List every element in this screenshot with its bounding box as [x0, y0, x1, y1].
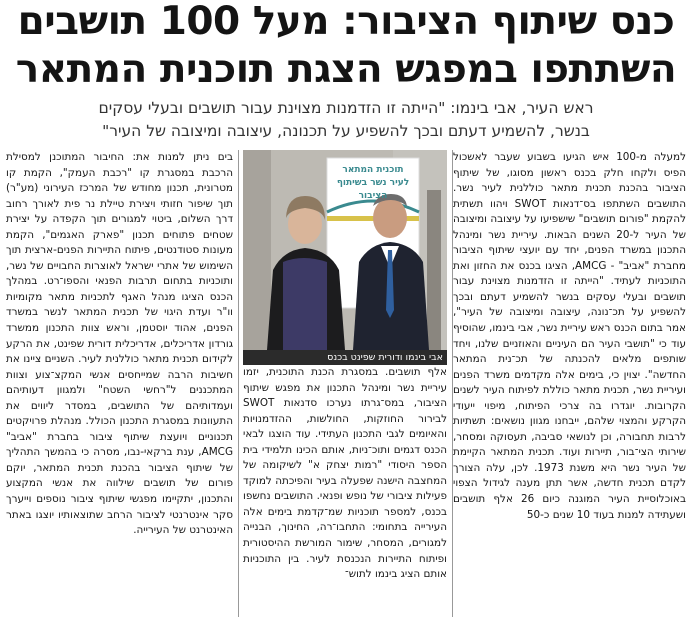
headline-line-2: השתתפו במפגש הצגת תוכנית המתאר — [15, 47, 677, 92]
column-divider-left — [238, 150, 239, 617]
headline-line-1: כנס שיתוף הציבור: מעל 100 תושבים — [17, 0, 675, 44]
column-left-text: בים ניתן למנות את: החיבור המתוכנן למסילת הרכבת במסגרת קו "רכבת העמק", הקמת קו מטרונית, תכנון מחודש של המרכז העירוני (מע"ר) תוך שיפור חזותי ויצירת טיילת נר פית לאורך רחוב דרך השלום, ביטוי למגורים תוך הקפדה על יצירת שטחים פתוחים תכנון "פארק האגמים", הקמת מעונות סטודנטים, פיתוח התיירות הפנים-ארצית תוך השימוש של אתרי ישראל לאוצרות החבויים של נשר, ותוכניות בתחום תרבות הפנאי והספו־רט. במהלך הכנס הציגו מנהל האגף לתכניות מתאר מקומיות וו"ר ועדת היגוי של תכנית המתאר לנשר במשרד הפנים, אהוד יוסטמן, וראש צוות התכנון ממשרד גורדון אדריכלים, אדריכלית דורית שפינט, את הרקע לקידום תכנית מתאר כוללנית לעיר. השניים ציינו את חשיבות הרבה שמייחסים אנשי המקצ־צוע וצוות המתכננים ל"רחשי השטח" ולמגוון דעותיהם ועמדותיהם של התושבים, במסדר ליווים את התעוונות במסגרת התכנון הכולל. מנהלת פרויקטים תכנוניים ויועצת שיתוף ציבור בחברת "אביב" AMCG, ענת ברקאי-נבו, מסרה כי בהמשך התהליך של שיתוף הציבור בהכנת תכנית המתאר, יוקם פורום של תושבים שילווה את אנשי המקצוע והתכנון, יתקיימו מפגשי שיתוף ציבור נוספים וייערך סקר אינטרנטי לציבור הרחב שתוצאותיו יוצגו באתר האינטרנט של העירייה. — [6, 151, 233, 537]
article-column-middle — [243, 365, 447, 617]
banner-text: תוכנית המתאר לעיר נשר בשיתוף הציבור — [336, 165, 410, 201]
subtitle-line-1: ראש העיר, אבי בינמו: "הייתה זו הזדמנות מצוינת עבור תושבים ובעלי עסקים — [98, 99, 594, 117]
subtitle-line-2: בנשר, להשמיע דעתם ובכך להשפיע על תכנונה, עיצובה ומיצובה של העיר" — [102, 122, 590, 140]
photo-caption: אבי בינמו ודורית שפינט בכנס — [243, 350, 447, 365]
column-divider-right — [452, 150, 453, 617]
column-middle-text: אלף תושבים. במסגרת הכנת התוכנית, יזמו עיריית נשר ומינהל התכנון את מפגש שיתוף הציבור, במס־גרתו נערכו סדנאות SWOT לבירור החוזקות, החולשות, ההזדמנויות והאיומים לגבי התכנון העתידי. עוד הוצגו לבאי הכנס דגמים ותוכ־ניות, אותם הכינו תלמידי בית הספר היסודי "רמות יצחק א" לשיקומה של המחצבה הישנה שפעלה בעיר והפיכתה למוקד פעילות ציבורי של נופש ופנאי. התושבים נחשפו בכנס, למספר תוכניות שמ־קדמת בימים אלה העירייה בתחומי: התחבו־רה, החינוך, הבנייה למגורים, המסחר, שימור המורשת ההיסטורית ופיתוח התיירות הנכנסת לעיר. בין התוכניות אותם הציג בינמו לתוש־ — [243, 366, 447, 581]
article-column-left — [6, 150, 233, 617]
article-photo — [243, 150, 447, 350]
article-column-right — [453, 150, 686, 617]
column-right-text: למעלה מ-100 איש הגיעו בשבוע שעבר לאשכול הפיס ולקחו חלק בכנס ראשון מסוגו, של שיתוף הציבור בהכנת תכנית מתאר כוללנית לעיר נשר. התושבים השתתפו בס־דנאות SWOT ויהוו תשתית להקמת "פורום תושבים" שישפיעו על עיצובה ומיצובה של העיר ל-20 השנים הבאות. עיריית נשר ומינהל התכנון במשרד הפנים, יחד עם יועצי שיתוף הציבור מחברת "אביב" - AMCG, הציגו בכנס את החזון ואת התוכניות לעתיד. "הייתה זו הזדמנות מצוינת עבור תושבים ובעלי עסקים בנשר להשמיע דעתם ובכך להשפיע על תכ־נונה, עיצובה ומיצובה של העיר", אמר בתום הכנס ראש עיריית נשר, אבי בינמו, שהוסיף עוד כי "תושבי העיר הם העיניים והאוזניים שלנו, ויחד שותפים מלאים להכנתה של תכ־נית המתאר החדשה". יצוין כי, בימים אלה מקדמים משרד הפנים ועיריית נשר, תכנית מתאר כוללת לפיתוח העיר לשנים הקרובות. יוגדרו בה צרכי הפיתוח, מיפוי ייעודי הקרקע והמצוי שלהם, ייבחנו מגוון נושאים: תשתיות לרבות תחבורה, וכן לנושאי סביבה, תעסוקה ומסחר, שירותי הצי־בור, תיירות ועוד. תכנית המתאר הקיימת של העיר נשר היא משנת 1973. לכן, עלה הצורך לקדם תכנית חדשה, אשר תתן מענה לגידול הצפוי באוכלוסיית העיר המוגנה כיום 26 אלף תושבים ושעתידה למנות בעוד 10 שנים כ-50 — [453, 151, 686, 521]
